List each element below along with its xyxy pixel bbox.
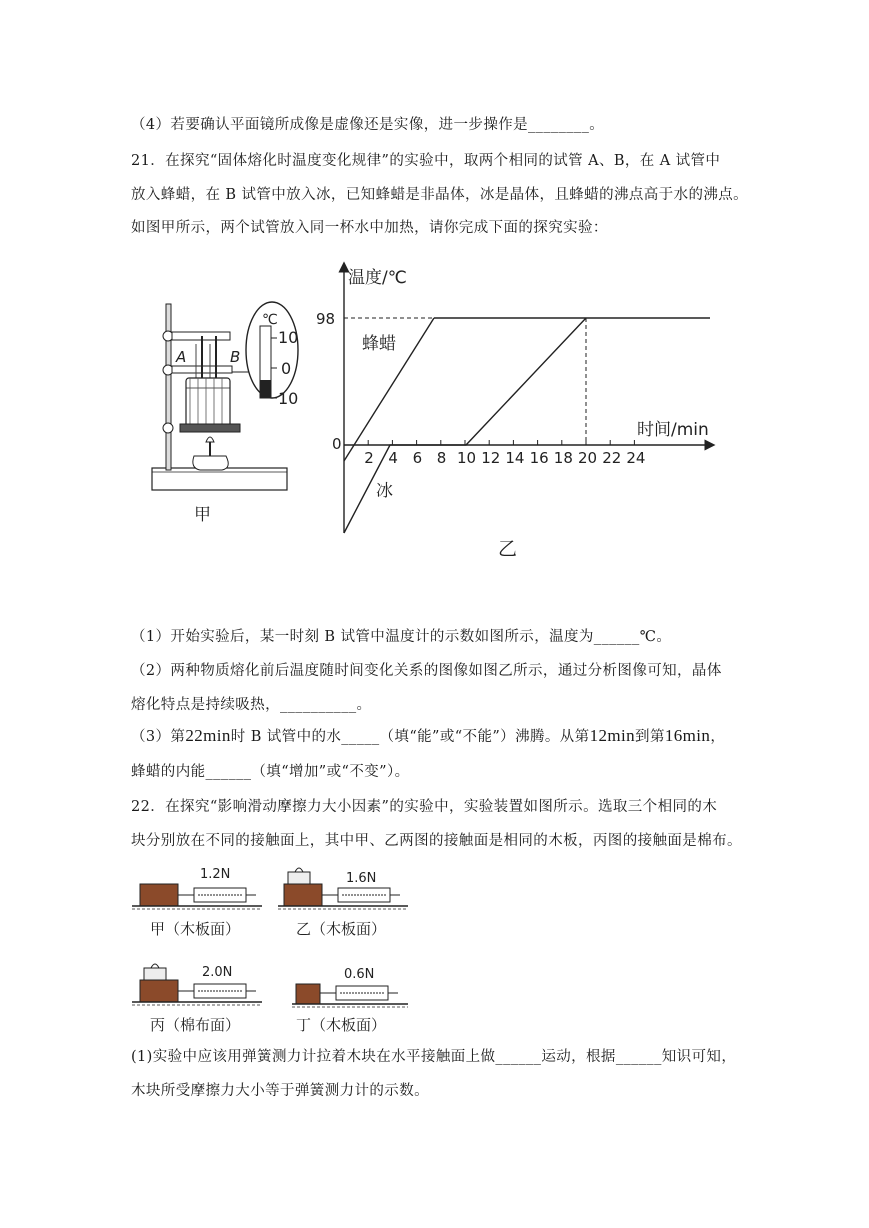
force-bing: 2.0N xyxy=(202,965,233,980)
q21-part3-num3: 16 xyxy=(664,726,683,745)
x-tick-label: 4 xyxy=(388,449,398,467)
force-ding: 0.6N xyxy=(344,967,375,982)
friction-setups-figure xyxy=(132,862,422,1042)
x-tick-label: 18 xyxy=(553,449,573,467)
caption-jia: 甲 xyxy=(194,505,211,525)
caption-setup-bing: 丙（棉布面） xyxy=(150,1016,241,1034)
x-tick-label: 12 xyxy=(481,449,501,467)
apparatus-figure xyxy=(150,296,330,528)
x-tick-label: 24 xyxy=(626,449,646,467)
graph-ylabel: 温度/℃ xyxy=(348,268,407,288)
q21-part2-line1: （2）两种物质熔化前后温度随时间变化关系的图像如图乙所示，通过分析图像可知，晶体 xyxy=(131,663,722,679)
label-wax: 蜂蜡 xyxy=(362,334,396,354)
x-tick-label: 8 xyxy=(436,449,447,467)
x-tick-label: 20 xyxy=(578,449,598,467)
x-tick-label: 10 xyxy=(457,449,477,467)
setup-jia xyxy=(132,867,262,938)
q21-part3-unit2: min xyxy=(607,726,636,745)
graph-xlabel: 时间/min xyxy=(637,420,709,440)
x-tick-label: 22 xyxy=(602,449,622,467)
q21-part3-line1 xyxy=(131,725,725,746)
caption-setup-yi: 乙（木板面） xyxy=(296,920,387,938)
setup-bing xyxy=(132,964,262,1034)
caption-yi: 乙 xyxy=(498,538,518,560)
q21-part3-text1: （3）第 xyxy=(131,729,186,745)
q21-part3-text3: 到第 xyxy=(635,729,665,745)
thermometer-tick-zero: 0 xyxy=(281,359,292,378)
q22-intro-line1: 22．在探究“影响滑动摩擦力大小因素”的实验中，实验装置如图所示。选取三个相同的木 xyxy=(131,799,718,815)
x-tick-label: 6 xyxy=(412,449,423,467)
temperature-graph xyxy=(310,255,730,565)
graph-origin: 0 xyxy=(332,435,342,453)
q21-part3-num1: 22 xyxy=(185,726,204,745)
q22-part1-line1: (1)实验中应该用弹簧测力计拉着木块在水平接触面上做______运动，根据______知识可知， xyxy=(131,1049,737,1065)
x-tick-label: 2 xyxy=(364,449,374,467)
thermometer-tick-bottom: 10 xyxy=(278,389,299,408)
label-tube-b: B xyxy=(230,348,241,366)
q21-part3-num2: 12 xyxy=(589,726,608,745)
q21-part3-line2: 蜂蜡的内能______（填“增加”或“不变”）。 xyxy=(131,764,410,780)
q21-part3-unit1: min xyxy=(203,726,231,745)
caption-setup-ding: 丁（木板面） xyxy=(296,1016,387,1034)
graph-y98: 98 xyxy=(316,310,336,328)
q21-part2-line2: 熔化特点是持续吸热，__________。 xyxy=(131,697,372,713)
q21-intro-line3: 如图甲所示，两个试管放入同一杯水中加热，请你完成下面的探究实验： xyxy=(131,220,608,236)
q22-intro-line2: 块分别放在不同的接触面上，其中甲、乙两图的接触面是相同的木板，丙图的接触面是棉布。 xyxy=(131,833,742,849)
setup-ding xyxy=(292,967,408,1034)
label-ice: 冰 xyxy=(376,481,393,501)
q21-part3-text4: ， xyxy=(710,729,726,745)
force-jia: 1.2N xyxy=(200,867,231,882)
thermometer-tick-top: 10 xyxy=(278,328,299,347)
x-tick-label: 14 xyxy=(505,449,525,467)
q21-part3-text2: 时 B 试管中的水_____（填“能”或“不能”）沸腾。从第 xyxy=(230,729,590,745)
q21-part1: （1）开始实验后，某一时刻 B 试管中温度计的示数如图所示，温度为______℃。 xyxy=(131,629,672,645)
x-tick-label: 16 xyxy=(529,449,549,467)
force-yi: 1.6N xyxy=(346,871,377,886)
thermometer-unit: ℃ xyxy=(262,312,278,328)
q21-intro-line1: 21．在探究“固体熔化时温度变化规律”的实验中，取两个相同的试管 A、B，在 A 试管中 xyxy=(131,153,721,169)
label-tube-a: A xyxy=(176,348,187,366)
q21-intro-line2: 放入蜂蜡，在 B 试管中放入冰，已知蜂蜡是非晶体，冰是晶体，且蜂蜡的沸点高于水的沸点。 xyxy=(131,187,749,203)
caption-setup-jia: 甲（木板面） xyxy=(150,920,241,938)
setup-yi xyxy=(278,868,408,938)
q22-part1-line2: 木块所受摩擦力大小等于弹簧测力计的示数。 xyxy=(131,1083,429,1099)
q20-part4: （4）若要确认平面镜所成像是虚像还是实像，进一步操作是________。 xyxy=(131,117,605,133)
q21-part3-unit3: min xyxy=(682,726,711,745)
